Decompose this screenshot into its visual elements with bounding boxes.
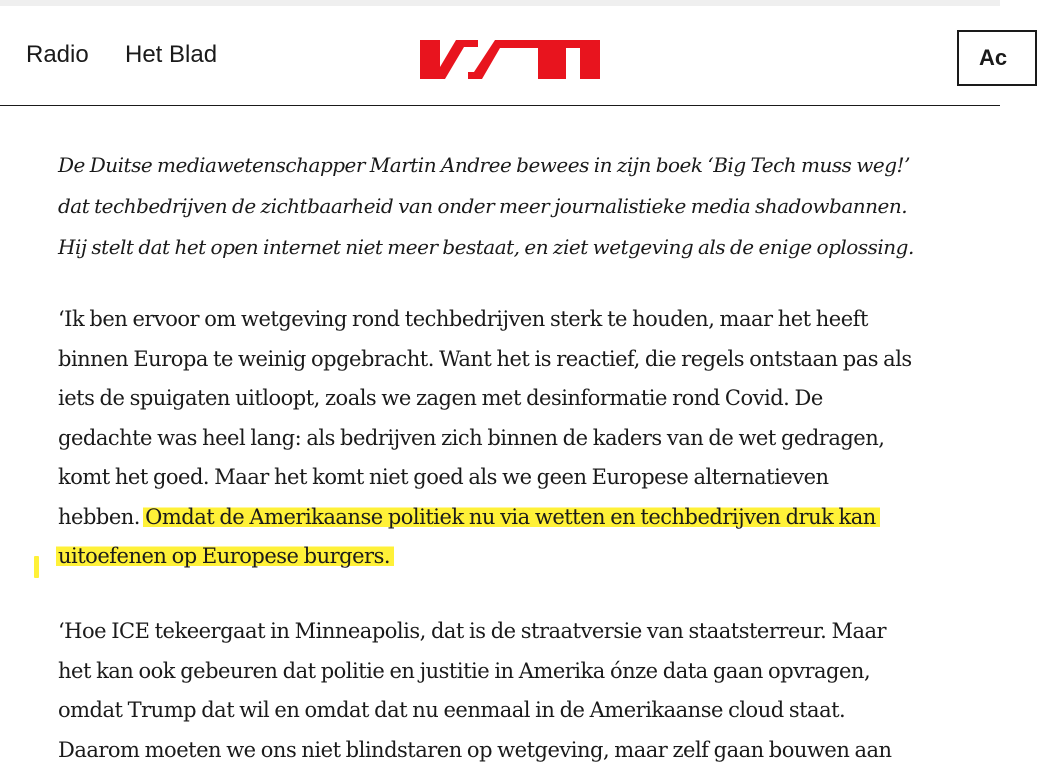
intro-line: dat techbedrijven de zichtbaarheid van onder meer journalistieke media shadowbannen. xyxy=(58,186,958,227)
article-body xyxy=(58,145,958,268)
paragraph-line: komt het goed. Maar het komt niet goed als we geen Europese alternatieven xyxy=(58,458,912,498)
nav-link-radio[interactable]: Radio xyxy=(26,41,89,69)
header-account-button[interactable]: Ac xyxy=(957,30,1037,86)
paragraph-text: hebben. xyxy=(58,505,140,529)
paragraph-line: gedachte was heel lang: als bedrijven zich binnen de kaders van de wet gedragen, xyxy=(58,419,912,459)
paragraph-line xyxy=(58,498,912,538)
highlight-stray-mark xyxy=(34,556,39,578)
paragraph-line: binnen Europa te weinig opgebracht. Want het is reactief, die regels ontstaan pas als xyxy=(58,340,912,380)
paragraph-line: ‘Hoe ICE tekeergaat in Minneapolis, dat is de straatversie van staatsterreur. Maar xyxy=(58,612,892,652)
paragraph-line: het kan ook gebeuren dat politie en justitie in Amerika ónze data gaan opvragen, xyxy=(58,652,892,692)
article-intro xyxy=(58,145,958,268)
site-header xyxy=(0,6,1000,106)
vpro-logo[interactable] xyxy=(420,33,600,79)
highlighted-text[interactable]: uitoefenen op Europese burgers. xyxy=(56,544,394,568)
paragraph-line xyxy=(58,537,912,577)
paragraph-line: Daarom moeten we ons niet blindstaren op wetgeving, maar zelf gaan bouwen aan xyxy=(58,731,892,770)
paragraph-line: omdat Trump dat wil en omdat dat nu eenmaal in de Amerikaanse cloud staat. xyxy=(58,691,892,731)
highlighted-text[interactable]: Omdat de Amerikaanse politiek nu via wetten en techbedrijven druk kan xyxy=(143,505,880,529)
nav-link-het-blad[interactable]: Het Blad xyxy=(125,41,217,69)
intro-line: De Duitse mediawetenschapper Martin Andree bewees in zijn boek ‘Big Tech muss weg!’ xyxy=(58,145,958,186)
article-paragraph xyxy=(58,300,912,577)
paragraph-line: ‘Ik ben ervoor om wetgeving rond techbedrijven sterk te houden, maar het heeft xyxy=(58,300,912,340)
article-paragraph xyxy=(58,612,892,770)
paragraph-line: iets de spuigaten uitloopt, zoals we zagen met desinformatie rond Covid. De xyxy=(58,379,912,419)
intro-line: Hij stelt dat het open internet niet meer bestaat, en ziet wetgeving als de enige oplossing. xyxy=(58,227,958,268)
